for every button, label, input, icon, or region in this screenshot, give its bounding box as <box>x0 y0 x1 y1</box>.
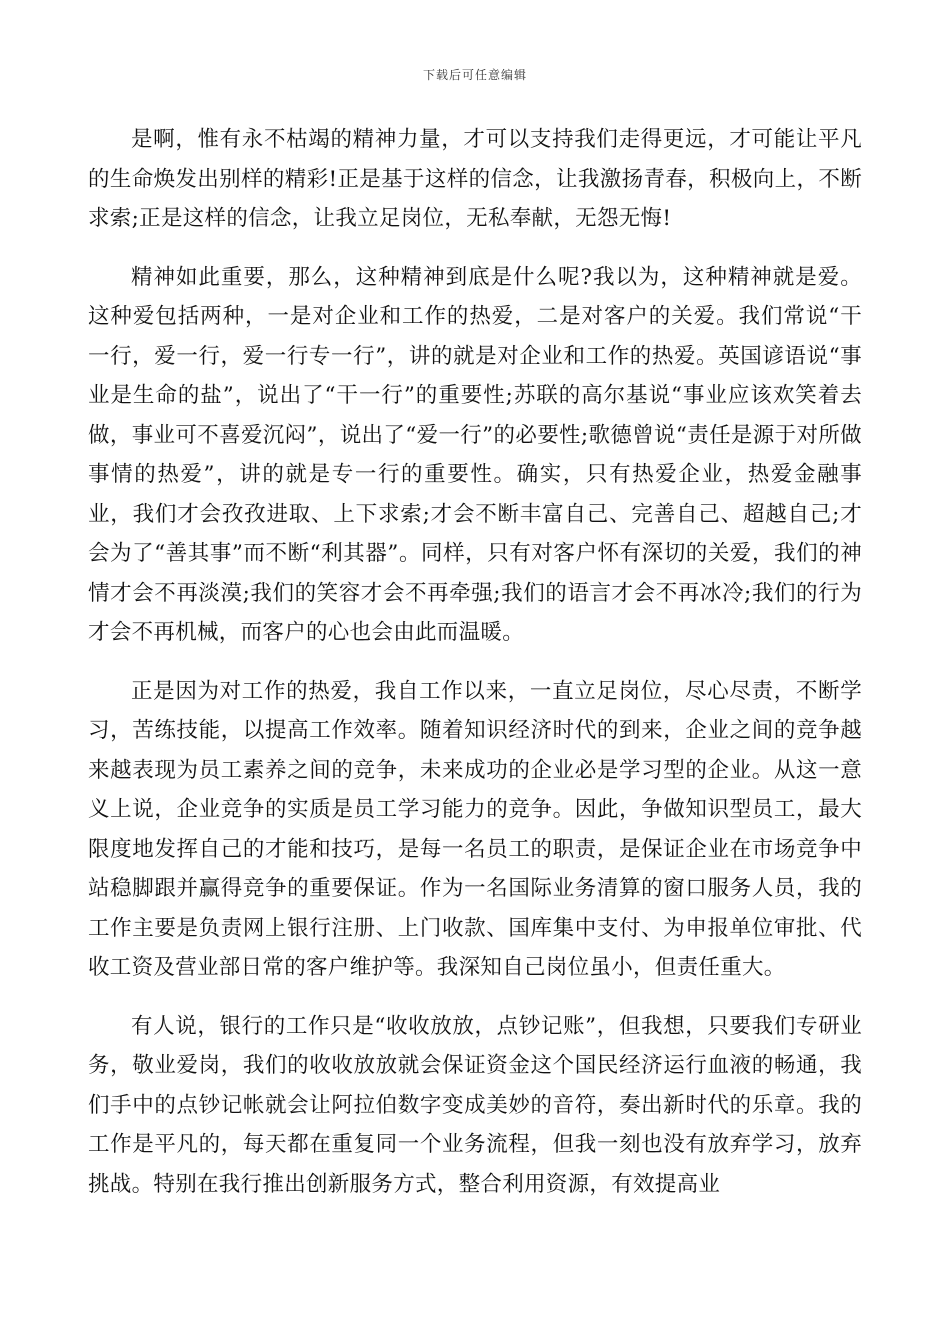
paragraph: 精神如此重要，那么，这种精神到底是什么呢?我以为，这种精神就是爱。这种爱包括两种，一是对企业和工作的热爱，二是对客户的关爱。我们常说“干一行，爱一行，爱一行专一行”，讲的就是对企业和工作的热爱。英国谚语说“事业是生命的盐”，说出了“干一行”的重要性;苏联的高尔基说“事业应该欢笑着去做，事业可不喜爱沉闷”，说出了“爱一行”的必要性;歌德曾说“责任是源于对所做事情的热爱”，讲的就是专一行的重要性。确实，只有热爱企业，热爱金融事业，我们才会孜孜进取、上下求索;才会不断丰富自己、完善自己、超越自己;才会为了“善其事”而不断“利其器”。同样，只有对客户怀有深切的关爱，我们的神情才会不再淡漠;我们的笑容才会不再牵强;我们的语言才会不再冰冷;我们的行为才会不再机械，而客户的心也会由此而温暖。 <box>88 264 862 645</box>
document-body <box>88 120 862 1223</box>
paragraph: 是啊，惟有永不枯竭的精神力量，才可以支持我们走得更远，才可能让平凡的生命焕发出别样的精彩!正是基于这样的信念，让我激扬青春，积极向上，不断求索;正是这样的信念，让我立足岗位，无私奉献，无怨无悔! <box>88 127 862 231</box>
page-header: 下载后可任意编辑 <box>422 68 527 82</box>
paragraph: 有人说，银行的工作只是“收收放放，点钞记账”，但我想，只要我们专研业务，敬业爱岗，我们的收收放放就会保证资金这个国民经济运行血液的畅通，我们手中的点钞记帐就会让阿拉伯数字变成美妙的音符，奏出新时代的乐章。我的工作是平凡的，每天都在重复同一个业务流程，但我一刻也没有放弃学习，放弃挑战。特别在我行推出创新服务方式，整合利用资源，有效提高业 <box>88 1013 862 1197</box>
paragraph: 正是因为对工作的热爱，我自工作以来，一直立足岗位，尽心尽责，不断学习，苦练技能，以提高工作效率。随着知识经济时代的到来，企业之间的竞争越来越表现为员工素养之间的竞争，未来成功的企业必是学习型的企业。从这一意义上说，企业竞争的实质是员工学习能力的竞争。因此，争做知识型员工，最大限度地发挥自己的才能和技巧，是每一名员工的职责，是保证企业在市场竞争中站稳脚跟并赢得竞争的重要保证。作为一名国际业务清算的窗口服务人员，我的工作主要是负责网上银行注册、上门收款、国库集中支付、为申报单位审批、代收工资及营业部日常的客户维护等。我深知自己岗位虽小，但责任重大。 <box>88 678 862 980</box>
